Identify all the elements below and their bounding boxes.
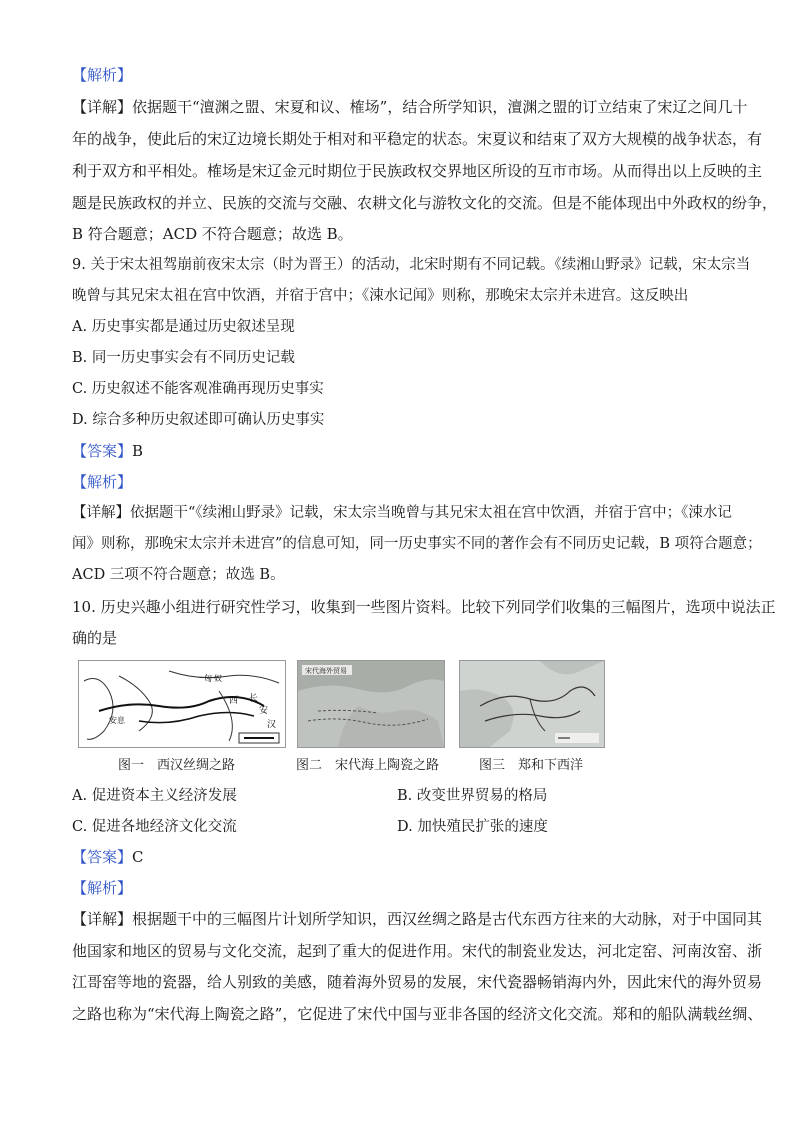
analysis-label: 【解析】 — [72, 66, 133, 84]
answer-label: 【答案】 — [72, 442, 133, 460]
analysis-label: 【解析】 — [72, 879, 133, 897]
detail-line: 他国家和地区的贸易与文化交流，起到了重大的促进作用。宋代的制瓷业发达，河北定窑、河南汝窑、浙 — [72, 942, 763, 960]
map-label: 长 — [249, 694, 259, 704]
answer-row — [72, 440, 731, 462]
question-9-stem: 晚曾与其兄宋太祖在宫中饮酒，并宿于宫中；《涑水记闻》则称，那晚宋太宗并未进宫。这反映出 — [72, 288, 689, 304]
detail-line: 【详解】依据题干“《续湘山野录》记载，宋太宗当晚曾与其兄宋太祖在宫中饮酒，并宿于宫中；《涑水记 — [72, 505, 732, 521]
option-d: D. 综合多种历史叙述即可确认历史事实 — [72, 412, 325, 428]
map-label: 汉 — [267, 720, 277, 730]
detail-line: 利于双方和平相处。榷场是宋辽金元时期位于民族政权交界地区所设的互市市场。从而得出以上反映的主 — [72, 162, 763, 180]
figure-row — [78, 660, 608, 752]
map-label: 安息 — [109, 716, 125, 725]
detail-line: 年的战争，使此后的宋辽边境长期处于相对和平稳定的状态。宋夏议和结束了双方大规模的战争状态，有 — [72, 130, 763, 148]
figure-caption: 图三 郑和下西洋 — [479, 758, 584, 773]
map-title: 宋代海外贸易 — [305, 667, 347, 675]
option-c: C. 促进各地经济文化交流 — [72, 819, 237, 835]
answer-label: 【答案】 — [72, 848, 133, 866]
detail-line: 【详解】根据题干中的三幅图片计划所学知识，西汉丝绸之路是古代东西方往来的大动脉，对于中国同其 — [72, 910, 763, 928]
ceramics-route-map — [297, 660, 445, 748]
detail-line: ACD 三项不符合题意；故选 B。 — [72, 567, 285, 583]
detail-line: 闻》则称，那晚宋太宗并未进宫”的信息可知，同一历史事实不同的著作会有不同历史记载，B 项符合题意； — [72, 536, 762, 552]
figure-caption: 图一 西汉丝绸之路 — [118, 758, 236, 773]
map-label: 匈 — [204, 674, 212, 683]
answer-value: C — [132, 848, 144, 866]
option-a: A. 促进资本主义经济发展 — [72, 788, 237, 804]
map-label: 西 — [229, 696, 239, 706]
answer-row — [72, 846, 731, 868]
detail-line: 题是民族政权的并立、民族的交流与交融、农耕文化与游牧文化的交流。但是不能体现出中外政权的纷争， — [72, 194, 778, 212]
analysis-label: 【解析】 — [72, 473, 133, 491]
silk-road-map — [78, 660, 286, 748]
answer-value: B — [132, 442, 144, 460]
option-b: B. 改变世界贸易的格局 — [397, 788, 548, 804]
question-10-stem: 确的是 — [72, 629, 118, 647]
map-label: 奴 — [214, 674, 222, 683]
option-b: B. 同一历史事实会有不同历史记载 — [72, 350, 295, 366]
figure-caption: 图二 宋代海上陶瓷之路 — [296, 758, 440, 773]
option-c: C. 历史叙述不能客观准确再现历史事实 — [72, 381, 324, 397]
zheng-he-map — [459, 660, 605, 748]
question-10-stem: 10. 历史兴趣小组进行研究性学习，收集到一些图片资料。比较下列同学们收集的三幅图片，选项中说法正 — [72, 598, 776, 616]
detail-line: 江哥窑等地的瓷器，给人别致的美感，随着海外贸易的发展，宋代瓷器畅销海内外，因此宋代的海外贸易 — [72, 973, 763, 991]
option-a: A. 历史事实都是通过历史叙述呈现 — [72, 319, 295, 335]
map-label: 安 — [259, 706, 269, 716]
detail-line: 之路也称为“宋代海上陶瓷之路”，它促进了宋代中国与亚非各国的经济文化交流。郑和的船队满载丝绸、 — [72, 1005, 763, 1023]
question-9-stem: 9. 关于宋太祖驾崩前夜宋太宗（时为晋王）的活动，北宋时期有不同记载。《续湘山野录》记载，宋太宗当 — [72, 257, 751, 273]
detail-line: B 符合题意；ACD 不符合题意；故选 B。 — [72, 225, 353, 243]
detail-line: 【详解】依据题干“澶渊之盟、宋夏和议、榷场”，结合所学知识，澶渊之盟的订立结束了宋辽之间几十 — [72, 98, 748, 116]
option-d: D. 加快殖民扩张的速度 — [397, 819, 548, 835]
